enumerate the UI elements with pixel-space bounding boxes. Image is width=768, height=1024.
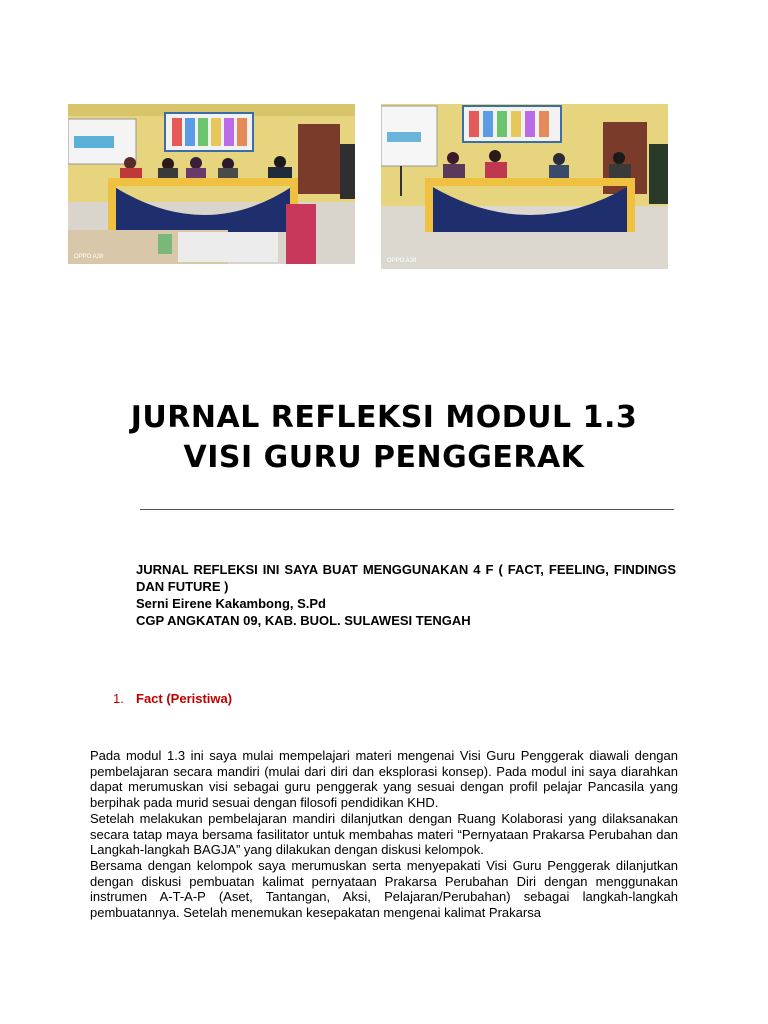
body-text xyxy=(90,748,678,921)
meeting-photo-icon xyxy=(381,104,668,269)
section-title: Fact (Peristiwa) xyxy=(136,691,233,706)
meeting-photo-2 xyxy=(381,104,668,269)
paragraph: Pada modul 1.3 ini saya mulai mempelajari materi mengenai Visi Guru Penggerak diawali dengan pembelajaran secara mandiri (mulai dari diri dan eksplorasi konsep). Pada modul ini saya diarahkan dapat merumuskan visi sebagai guru penggerak yang sesuai dengan profil pelajar Pancasila yang berpihak pada murid sesuai dengan filosofi pendidikan KHD. xyxy=(90,748,678,811)
title-divider xyxy=(140,509,674,510)
paragraph: Bersama dengan kelompok saya merumuskan serta menyepakati Visi Guru Penggerak dilanjutkan dengan diskusi pembuatan kalimat pernyataan Prakarsa Perubahan Diri dengan menggunakan instrumen A-T-A-P (Aset, Tantangan, Aksi, Pelajaran/Perubahan) sebagai langkah-langkah pembuatannya. Setelah menemukan kesepakatan mengenai kalimat Prakarsa xyxy=(90,857,678,921)
section-heading xyxy=(113,690,232,707)
meeting-photo-icon xyxy=(68,104,355,264)
photo-watermark: OPPO A38 xyxy=(74,254,104,260)
section-number: 1. xyxy=(113,691,124,706)
paragraph: Setelah melakukan pembelajaran mandiri dilanjutkan dengan Ruang Kolaborasi yang dilaksanakan secara tatap maya bersama fasilitator untuk membahas materi “Pernyataan Prakarsa Perubahan dan Langkah-langkah BAGJA” yang dilakukan dengan diskusi kelompok. xyxy=(90,810,678,858)
page-title: JURNAL REFLEKSI MODUL 1.3 VISI GURU PENGGERAK xyxy=(130,400,638,475)
meeting-photo-1 xyxy=(68,104,355,264)
cohort-info: CGP ANGKATAN 09, KAB. BUOL. SULAWESI TENGAH xyxy=(136,613,471,628)
intro-block xyxy=(136,561,676,629)
author-name: Serni Eirene Kakambong, S.Pd xyxy=(136,596,326,611)
photo-watermark: OPPO A38 xyxy=(387,258,417,264)
intro-line: JURNAL REFLEKSI INI SAYA BUAT MENGGUNAKAN 4 F ( FACT, FEELING, FINDINGS DAN FUTURE ) xyxy=(136,562,676,594)
